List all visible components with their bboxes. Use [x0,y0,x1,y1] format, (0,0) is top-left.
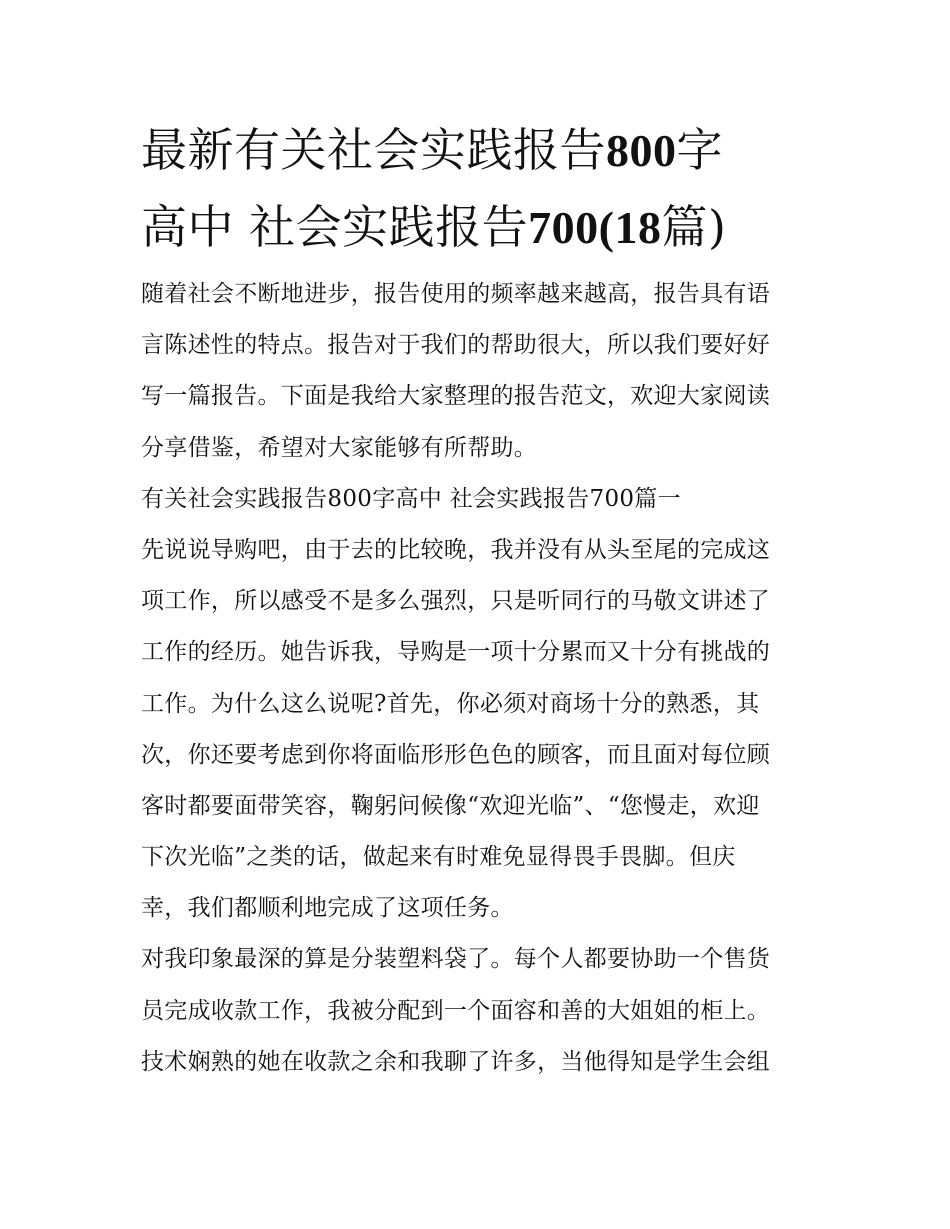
body-line: 写一篇报告。下面是我给大家整理的报告范文，欢迎大家阅读 [141,383,771,410]
body-line: 次，你还要考虑到你将面临形形色色的顾客，而且面对每位顾 [141,741,771,768]
title-number: 800 [606,125,677,176]
title-number: 700(18 [528,202,662,253]
document-body [141,269,817,1088]
body-line: 随着社会不断地进步，报告使用的频率越来越高，报告具有语 [141,281,771,307]
body-line: 项工作，所以感受不是多么强烈，只是听同行的马敬文讲述了 [141,588,771,615]
title-text: 字 [676,123,723,177]
body-line: 员完成收款工作，我被分配到一个面容和善的大姐姐的柜上。 [141,997,771,1024]
title-line [141,189,817,266]
title-text: 最新有关社会实践报告 [141,123,606,177]
body-line: 言陈述性的特点。报告对于我们的帮助很大，所以我们要好好 [141,332,771,359]
title-text: 高中 社会实践报告 [141,200,529,254]
body-line: 先说说导购吧，由于去的比较晚，我并没有从头至尾的完成这 [141,536,771,563]
body-line: 工作的经历。她告诉我，导购是一项十分累而又十分有挑战的 [141,639,771,666]
body-line: 技术娴熟的她在收款之余和我聊了许多，当他得知是学生会组 [141,1048,771,1075]
title-line [141,112,817,189]
body-line: 客时都要面带笑容，鞠躬问候像“欢迎光临”、“您慢走，欢迎 [141,792,760,819]
body-line: 工作。为什么这么说呢?首先，你必须对商场十分的熟悉，其 [141,690,760,717]
body-line: 对我印象最深的算是分装塑料袋了。每个人都要协助一个售货 [141,946,771,973]
body-line: 下次光临”之类的话，做起来有时难免显得畏手畏脚。但庆 [141,844,736,871]
document-title [141,112,817,266]
section-heading: 有关社会实践报告800字高中 社会实践报告700篇一 [141,485,681,512]
title-text: 篇) [661,200,727,254]
body-line: 幸，我们都顺利地完成了这项任务。 [141,895,514,922]
body-line: 分享借鉴，希望对大家能够有所帮助。 [141,434,538,461]
document-content [141,112,817,1088]
